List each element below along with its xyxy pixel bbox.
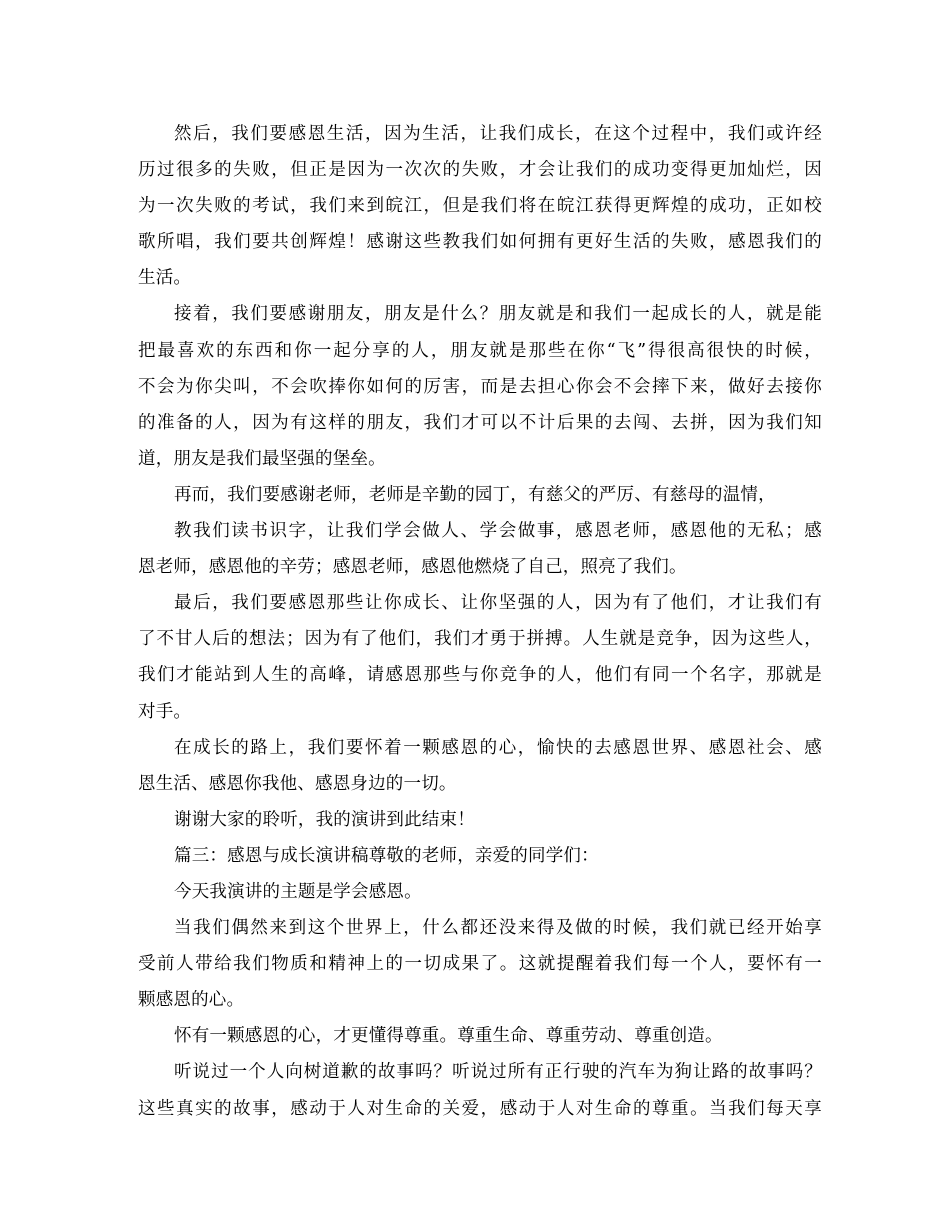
text-line: 怀有一颗感恩的心，才更懂得尊重。尊重生命、尊重劳动、尊重创造。 bbox=[174, 1026, 723, 1047]
text-line: 道，朋友是我们最坚强的堡垒。 bbox=[138, 448, 386, 469]
text-line: 为一次失败的考试，我们来到皖江，但是我们将在皖江获得更辉煌的成功，正如校 bbox=[138, 196, 822, 217]
text-line: 然后，我们要感恩生活，因为生活，让我们成长，在这个过程中，我们或许经 bbox=[174, 124, 822, 144]
text-line: 篇三：感恩与成长演讲稿尊敬的老师，亲爱的同学们： bbox=[174, 845, 599, 866]
text-line: 生活。 bbox=[138, 268, 192, 289]
text-line: 再而，我们要感谢老师，老师是辛勤的园丁，有慈父的严厉、有慈母的温情， bbox=[174, 484, 776, 505]
text-line: 受前人带给我们物质和精神上的一切成果了。这就提醒着我们每一个人，要怀有一 bbox=[138, 954, 822, 975]
text-line: 听说过一个人向树道歉的故事吗？听说过所有正行驶的汽车为狗让路的故事吗？ bbox=[174, 1062, 822, 1083]
text-line: 把最喜欢的东西和你一起分享的人，朋友就是那些在你“飞”得很高很快的时候， bbox=[138, 340, 822, 361]
text-line: 历过很多的失败，但正是因为一次次的失败，才会让我们的成功变得更加灿烂，因 bbox=[138, 160, 822, 181]
text-line: 今天我演讲的主题是学会感恩。 bbox=[174, 881, 422, 902]
text-line: 的准备的人，因为有这样的朋友，我们才可以不计后果的去闯、去拼，因为我们知 bbox=[138, 412, 822, 433]
text-line: 接着，我们要感谢朋友，朋友是什么？朋友就是和我们一起成长的人，就是能 bbox=[174, 304, 822, 325]
text-line: 了不甘人后的想法；因为有了他们，我们才勇于拼搏。人生就是竞争，因为这些人， bbox=[138, 629, 822, 650]
text-line: 我们才能站到人生的高峰，请感恩那些与你竞争的人，他们有同一个名字，那就是 bbox=[138, 665, 822, 686]
text-line: 对手。 bbox=[138, 701, 192, 722]
document-body bbox=[138, 116, 822, 1127]
text-line: 谢谢大家的聆听，我的演讲到此结束！ bbox=[174, 809, 475, 830]
text-line: 恩生活、感恩你我他、感恩身边的一切。 bbox=[138, 773, 457, 794]
text-line: 这些真实的故事，感动于人对生命的关爱，感动于人对生命的尊重。当我们每天享 bbox=[138, 1098, 822, 1119]
text-line: 歌所唱，我们要共创辉煌！感谢这些教我们如何拥有更好生活的失败，感恩我们的 bbox=[138, 232, 822, 253]
text-line: 教我们读书识字，让我们学会做人、学会做事，感恩老师，感恩他的无私；感 bbox=[174, 521, 822, 542]
text-line: 在成长的路上，我们要怀着一颗感恩的心，愉快的去感恩世界、感恩社会、感 bbox=[174, 737, 822, 758]
text-line: 颗感恩的心。 bbox=[138, 990, 245, 1011]
text-line: 恩老师，感恩他的辛劳；感恩老师，感恩他燃烧了自己，照亮了我们。 bbox=[138, 557, 687, 578]
text-line: 当我们偶然来到这个世界上，什么都还没来得及做的时候，我们就已经开始享 bbox=[174, 918, 822, 939]
text-line: 最后，我们要感恩那些让你成长、让你坚强的人，因为有了他们，才让我们有 bbox=[174, 593, 822, 614]
text-line: 不会为你尖叫，不会吹捧你如何的厉害，而是去担心你会不会摔下来，做好去接你 bbox=[138, 376, 822, 397]
